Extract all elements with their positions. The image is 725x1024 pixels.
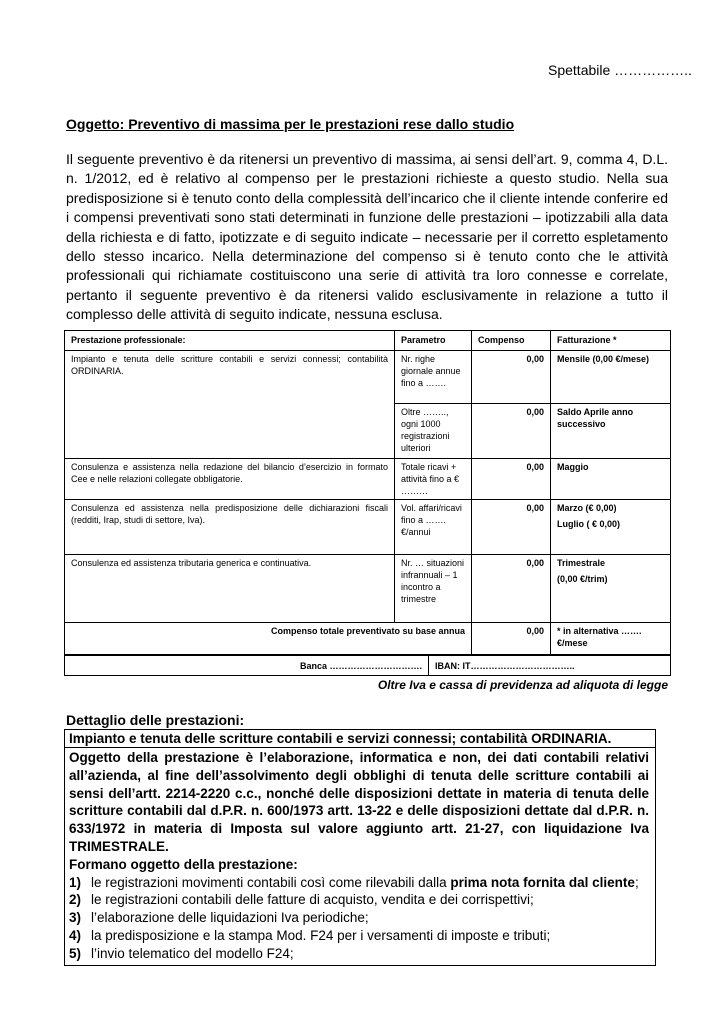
total-note: * in alternativa ……. €/mese [551, 623, 671, 655]
detail-paragraph: Oggetto della prestazione è l’elaborazione, informatica e non, dei dati contabili relativi all’azienda, al fine dell’assolvimento degli obblighi di tenuta delle scritture contabili ai sensi dell’artt. 2214-2220 c.c., nonché delle disposizioni dettate in materia di tenuta delle scritture contabili dal d.P.R. n. 600/1973 artt. 13-22 e delle disposizioni dettate dal d.P.R. n. 633/1972 in materia di Imposta sul valore aggiunto artt. 21-27, con liquidazione Iva TRIMESTRALE. [69, 750, 649, 854]
prestazione-cell: Consulenza ed assistenza nella predisposizione delle dichiarazioni fiscali (redditi, Irap, studi di settore, Iva). [65, 500, 395, 555]
table-row [65, 351, 671, 404]
fatturazione-cell: Saldo Aprile anno successivo [551, 404, 671, 459]
iban-cell: IBAN: IT…………………………….. [429, 656, 671, 676]
parametro-cell: Totale ricavi + attività fino a € ……… [395, 459, 472, 500]
parametro-cell: Oltre …….., ogni 1000 registrazioni ulteriori [395, 404, 472, 459]
quote-table [64, 330, 671, 655]
total-value: 0,00 [472, 623, 551, 655]
list-item-number: 2) [69, 892, 82, 908]
intro-paragraph: Il seguente preventivo è da ritenersi un preventivo di massima, ai sensi dell’art. 9, comma 4, D.L. n. 1/2012, ed è relativo al compenso per le prestazioni richieste a questo studio. Nella sua predisposizione si è tenuto conto della complessità dell’incarico che il cliente intende conferire ed i compensi preventivati sono stati determinati in funzione delle prestazioni – ipotizzabili alla data della richiesta e di fatto, ipotizzate e di seguito indicate – necessarie per il corretto espletamento dello stesso incarico. Nella determinazione del compenso si è tenuto conto che le attività professionali qui richiamate costituiscono una serie di attività tra loro connesse e correlate, pertanto il seguente preventivo è da ritenersi valido esclusivamente in relazione a tutto il complesso delle attività di seguito indicate, nessuna esclusa. [66, 151, 668, 323]
list-item-text: le registrazioni movimenti contabili così come rilevabili dalla prima nota fornita dal cliente; [91, 874, 639, 890]
list-item-text: l’invio telematico del modello F24; [91, 945, 294, 961]
tax-note: Oltre Iva e cassa di previdenza ad aliquota di legge [377, 678, 668, 692]
compenso-cell: 0,00 [472, 351, 551, 404]
list-item [69, 874, 649, 892]
header-fatturazione: Fatturazione * [551, 331, 671, 351]
prestazione-cell: Impianto e tenuta delle scritture contabili e servizi connessi; contabilità ORDINARIA. [65, 351, 395, 459]
table-header-row [65, 331, 671, 351]
compenso-cell: 0,00 [472, 459, 551, 500]
total-label: Compenso totale preventivato su base annua [65, 623, 472, 655]
compenso-cell: 0,00 [472, 404, 551, 459]
table-row [65, 555, 671, 623]
table-row [65, 459, 671, 500]
bank-table [64, 655, 671, 676]
header-prestazione: Prestazione professionale: [65, 331, 395, 351]
list-item-text: l’elaborazione delle liquidazioni Iva periodiche; [91, 910, 369, 926]
fatturazione-cell: Mensile (0,00 €/mese) [551, 351, 671, 404]
list-item-number: 5) [69, 945, 82, 961]
detail-box-body [65, 748, 655, 965]
list-item [69, 909, 649, 927]
section-heading: Dettaglio delle prestazioni: [66, 712, 245, 728]
fatturazione-marzo: Marzo (€ 0,00) [557, 503, 617, 513]
list-item [69, 945, 649, 963]
parametro-cell: Vol. affari/ricavi fino a ……. €/annui [395, 500, 472, 555]
fatturazione-cell [551, 500, 671, 555]
addressee: Spettabile …………….. [548, 62, 692, 78]
compenso-cell: 0,00 [472, 500, 551, 555]
table-row [65, 500, 671, 555]
list-item-number: 3) [69, 910, 82, 926]
prestazione-cell: Consulenza ed assistenza tributaria generica e continuativa. [65, 555, 395, 623]
parametro-cell: Nr. righe giornale annue fino a ……. [395, 351, 472, 404]
detail-subheading: Formano oggetto della prestazione: [69, 856, 298, 872]
fatturazione-luglio: Luglio ( € 0,00) [557, 519, 621, 529]
header-parametro: Parametro [395, 331, 472, 351]
fatturazione-trim-amount: (0,00 €/trim) [557, 574, 608, 584]
list-item [69, 891, 649, 909]
list-item-number: 1) [69, 874, 82, 890]
list-item [69, 927, 649, 945]
parametro-cell: Nr. … situazioni infrannuali – 1 incontro a trimestre [395, 555, 472, 623]
prestazione-cell: Consulenza e assistenza nella redazione del bilancio d’esercizio in formato Cee e nelle relazioni collegate obbligatorie. [65, 459, 395, 500]
compenso-cell: 0,00 [472, 555, 551, 623]
detail-box-title: Impianto e tenuta delle scritture contabili e servizi connessi; contabilità ORDINARIA. [65, 730, 655, 748]
header-compenso: Compenso [472, 331, 551, 351]
list-item-text: la predisposizione e la stampa Mod. F24 per i versamenti di imposte e tributi; [91, 927, 551, 943]
detail-box [64, 729, 656, 966]
total-row [65, 623, 671, 655]
fatturazione-cell [551, 555, 671, 623]
fatturazione-cell: Maggio [551, 459, 671, 500]
subject-line: Oggetto: Preventivo di massima per le prestazioni rese dallo studio [66, 116, 515, 132]
list-item-number: 4) [69, 927, 82, 943]
banca-cell: Banca …………………………. [65, 656, 429, 676]
list-item-text: le registrazioni contabili delle fatture di acquisto, vendita e dei corrispettivi; [91, 892, 534, 908]
fatturazione-trimestrale: Trimestrale [557, 558, 606, 568]
